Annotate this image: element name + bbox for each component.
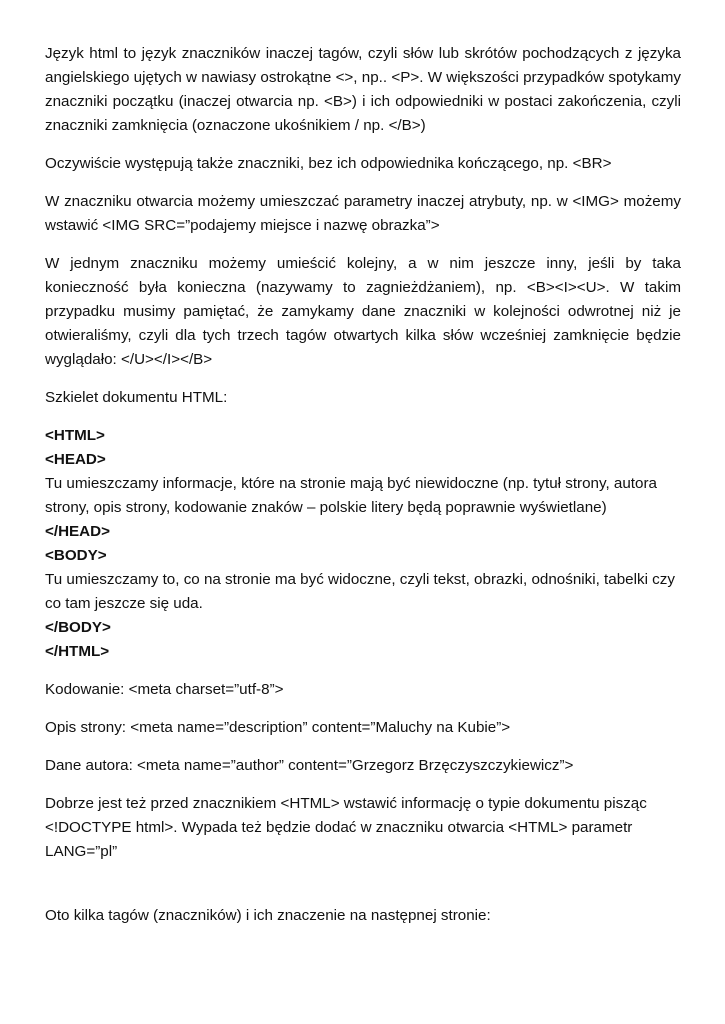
- tag-head-open: <HEAD>: [45, 451, 106, 468]
- doctype-line-2: <!DOCTYPE html>. Wypada też będzie dodać w znaczniku otwarcia <HTML> parametr: [45, 819, 633, 836]
- html-skeleton: [45, 424, 681, 664]
- paragraph-self-closing: Oczywiście występują także znaczniki, bez ich odpowiednika kończącego, np. <BR>: [45, 155, 612, 172]
- doctype-line-1: Dobrze jest też przed znacznikiem <HTML> wstawić informację o typie dokumentu pisząc: [45, 795, 647, 812]
- paragraph-intro: Język html to język znaczników inaczej tagów, czyli słów lub skrótów pochodzących z języka angielskiego ujętych w nawiasy ostrokątne <>, np.. <P>. W większości przypadków spotykamy znaczniki początku (inaczej otwarcia np. <B>) i ich odpowiedniki w postaci zakończenia, czyli znaczniki zamknięcia (oznaczone ukośnikiem / np. </B>): [45, 45, 681, 134]
- doctype-paragraph: [45, 792, 681, 864]
- tag-body-open: <BODY>: [45, 547, 107, 564]
- head-description: Tu umieszczamy informacje, które na stronie mają być niewidoczne (np. tytuł strony, autora strony, opis strony, kodowanie znaków – polskie litery będą poprawnie wyświetlane): [45, 475, 657, 516]
- meta-charset-line: Kodowanie: <meta charset=”utf-8”>: [45, 681, 284, 698]
- tag-body-close: </BODY>: [45, 619, 111, 636]
- paragraph-skeleton-heading: Szkielet dokumentu HTML:: [45, 389, 228, 406]
- meta-description-line: Opis strony: <meta name=”description” content=”Maluchy na Kubie”>: [45, 719, 511, 736]
- meta-author-line: Dane autora: <meta name=”author” content=”Grzegorz Brzęczyszczykiewicz”>: [45, 757, 574, 774]
- tag-html-close: </HTML>: [45, 643, 110, 660]
- paragraph-attributes: W znaczniku otwarcia możemy umieszczać parametry inaczej atrybuty, np. w <IMG> możemy wstawić <IMG SRC=”podajemy miejsce i nazwę obrazka”>: [45, 193, 681, 234]
- body-description: Tu umieszczamy to, co na stronie ma być widoczne, czyli tekst, obrazki, odnośniki, tabelki czy co tam jeszcze się uda.: [45, 571, 675, 612]
- document-page: [45, 42, 681, 942]
- doctype-line-3: LANG=”pl”: [45, 843, 118, 860]
- tag-head-close: </HEAD>: [45, 523, 110, 540]
- tag-html-open: <HTML>: [45, 427, 105, 444]
- next-page-note: Oto kilka tagów (znaczników) i ich znaczenie na następnej stronie:: [45, 907, 491, 924]
- paragraph-nesting: W jednym znaczniku możemy umieścić kolejny, a w nim jeszcze inny, jeśli by taka konieczność była konieczna (nazywamy to zagnieżdżaniem), np. <B><I><U>. W takim przypadku musimy pamiętać, że zamykamy dane znaczniki w kolejności odwrotnej niż je otwieraliśmy, czyli dla tych trzech tagów otwartych kilka słów wcześniej zamknięcie będzie wyglądało: </U></I></B>: [45, 255, 681, 368]
